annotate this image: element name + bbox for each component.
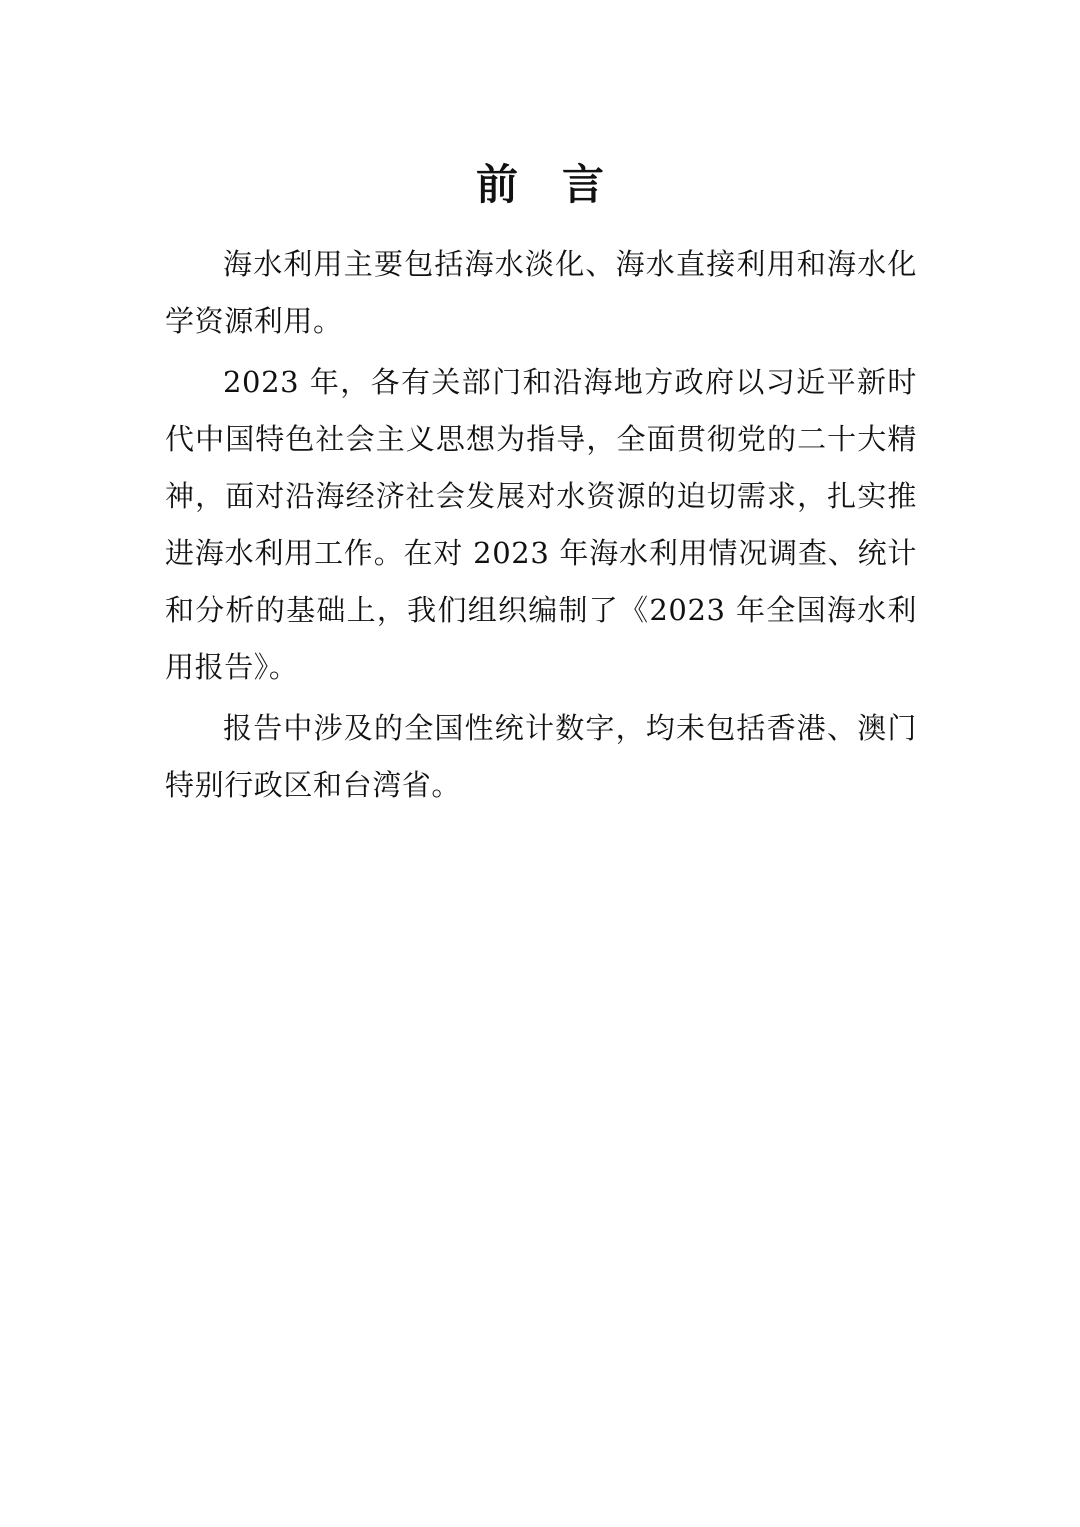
- paragraph-2: 2023 年，各有关部门和沿海地方政府以习近平新时代中国特色社会主义思想为指导，全面贯彻党的二十大精神，面对沿海经济社会发展对水资源的迫切需求，扎实推进海水利用工作。在对 2023 年海水利用情况调查、统计和分析的基础上，我们组织编制了《2023 年全国海水利用报告》。: [165, 365, 917, 684]
- preface-body: [165, 236, 917, 818]
- page-title: [0, 150, 1080, 220]
- paragraph-1: 海水利用主要包括海水淡化、海水直接利用和海水化学资源利用。: [165, 247, 917, 338]
- title-char-2: 言: [562, 160, 605, 209]
- paragraph-3: 报告中涉及的全国性统计数字，均未包括香港、澳门特别行政区和台湾省。: [165, 711, 917, 802]
- title-char-1: 前: [475, 160, 518, 209]
